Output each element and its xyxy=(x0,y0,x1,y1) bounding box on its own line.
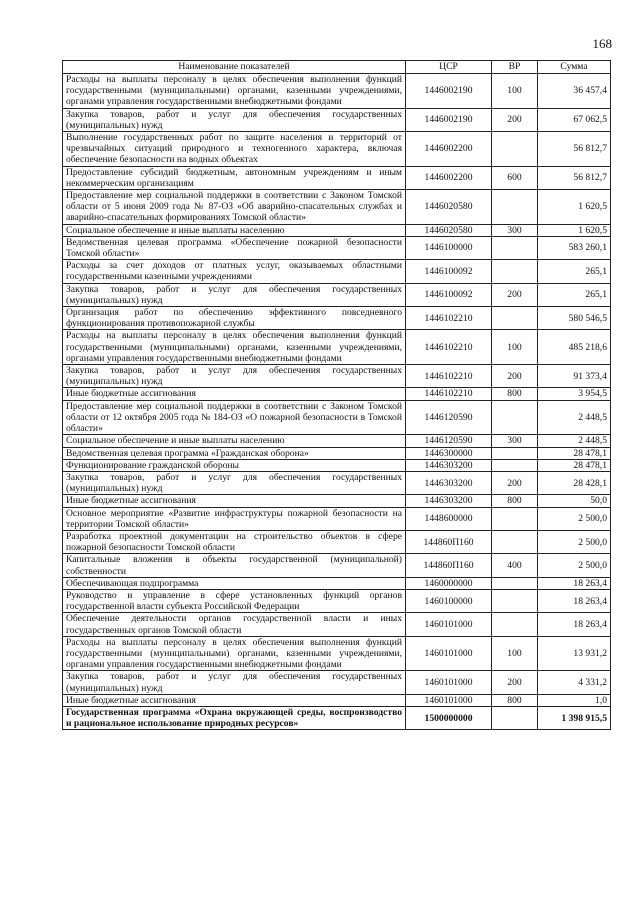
row-code: 1446303200 xyxy=(406,459,492,471)
row-sum: 56 812,7 xyxy=(538,166,611,189)
row-code: 1446002190 xyxy=(406,108,492,131)
row-sum: 1 398 915,5 xyxy=(538,706,611,729)
row-name: Закупка товаров, работ и услуг для обеспечения государственных (муниципальных) нужд xyxy=(63,365,406,388)
row-vr: 300 xyxy=(492,224,538,236)
row-vr xyxy=(492,447,538,459)
row-name: Предоставление мер социальной поддержки в соответствии с Законом Томской области от 5 июня 2009 года № 87-ОЗ «Об аварийно-спасательных службах и аварийно-спасательных формированиях Томской области» xyxy=(63,190,406,225)
row-sum: 67 062,5 xyxy=(538,108,611,131)
row-name: Разработка проектной документации на строительство объектов в сфере пожарной безопасности Томской области xyxy=(63,530,406,553)
table-row xyxy=(63,236,611,259)
table-row xyxy=(63,388,611,400)
table-body xyxy=(63,74,611,730)
page-number: 168 xyxy=(592,36,612,51)
row-sum: 1 620,5 xyxy=(538,190,611,225)
row-name: Социальное обеспечение и иные выплаты населению xyxy=(63,224,406,236)
row-name: Обеспечивающая подпрограмма xyxy=(63,577,406,589)
row-code: 144860П160 xyxy=(406,554,492,577)
row-name: Предоставление субсидий бюджетным, автономным учреждениям и иным некоммерческим организациям xyxy=(63,166,406,189)
row-sum: 4 331,2 xyxy=(538,671,611,694)
row-code: 1446100092 xyxy=(406,283,492,306)
table-row xyxy=(63,495,611,507)
row-vr: 800 xyxy=(492,495,538,507)
row-sum: 91 373,4 xyxy=(538,365,611,388)
table-row xyxy=(63,307,611,330)
row-vr: 600 xyxy=(492,166,538,189)
row-sum: 2 500,0 xyxy=(538,530,611,553)
row-sum: 56 812,7 xyxy=(538,132,611,167)
row-code: 1446002200 xyxy=(406,132,492,167)
table-row xyxy=(63,365,611,388)
table-row xyxy=(63,190,611,225)
row-vr xyxy=(492,459,538,471)
table-row xyxy=(63,694,611,706)
row-name: Закупка товаров, работ и услуг для обеспечения государственных (муниципальных) нужд xyxy=(63,471,406,494)
row-name: Функционирование гражданской обороны xyxy=(63,459,406,471)
table-row xyxy=(63,447,611,459)
row-sum: 28 478,1 xyxy=(538,459,611,471)
budget-table xyxy=(62,60,611,730)
row-code: 1460000000 xyxy=(406,577,492,589)
table-row xyxy=(63,260,611,283)
row-code: 1448600000 xyxy=(406,507,492,530)
row-sum: 2 500,0 xyxy=(538,507,611,530)
row-sum: 265,1 xyxy=(538,283,611,306)
table-row xyxy=(63,330,611,365)
row-code: 1446102210 xyxy=(406,388,492,400)
row-name: Иные бюджетные ассигнования xyxy=(63,495,406,507)
row-name: Организация работ по обеспечению эффективного повседневного функционирования противопожарной службы xyxy=(63,307,406,330)
row-name: Расходы на выплаты персоналу в целях обеспечения выполнения функций государственными (муниципальными) органами, казенными учреждениями, органами управления государственными внебюджетными фондами xyxy=(63,74,406,109)
row-vr: 100 xyxy=(492,636,538,671)
table-row xyxy=(63,530,611,553)
row-vr: 200 xyxy=(492,671,538,694)
row-vr xyxy=(492,589,538,612)
table-row xyxy=(63,507,611,530)
header-vr: ВР xyxy=(492,61,538,74)
row-code: 1446020580 xyxy=(406,190,492,225)
row-vr xyxy=(492,132,538,167)
table-row xyxy=(63,471,611,494)
table-row xyxy=(63,613,611,636)
row-name: Ведомственная целевая программа «Обеспечение пожарной безопасности Томской области» xyxy=(63,236,406,259)
table-row xyxy=(63,671,611,694)
row-code: 1446100000 xyxy=(406,236,492,259)
row-name: Государственная программа «Охрана окружающей среды, воспроизводство и рациональное использование природных ресурсов» xyxy=(63,706,406,729)
row-name: Капитальные вложения в объекты государственной (муниципальной) собственности xyxy=(63,554,406,577)
row-code: 1446120590 xyxy=(406,435,492,447)
row-code: 1460101000 xyxy=(406,694,492,706)
row-name: Иные бюджетные ассигнования xyxy=(63,388,406,400)
row-sum: 2 448,5 xyxy=(538,435,611,447)
row-sum: 18 263,4 xyxy=(538,589,611,612)
row-name: Расходы за счет доходов от платных услуг, оказываемых областными государственными казенными учреждениями xyxy=(63,260,406,283)
row-name: Обеспечение деятельности органов государственной власти и иных государственных органов Томской области xyxy=(63,613,406,636)
row-sum: 485 218,6 xyxy=(538,330,611,365)
row-vr xyxy=(492,507,538,530)
row-name: Выполнение государственных работ по защите населения и территорий от чрезвычайных ситуаций природного и техногенного характера, включая обеспечение безопасности на водных объектах xyxy=(63,132,406,167)
row-vr: 100 xyxy=(492,74,538,109)
row-vr xyxy=(492,307,538,330)
header-sum: Сумма xyxy=(538,61,611,74)
table-row xyxy=(63,132,611,167)
table-row xyxy=(63,577,611,589)
row-name: Расходы на выплаты персоналу в целях обеспечения выполнения функций государственными (муниципальными) органами, казенными учреждениями, органами управления государственными внебюджетными фондами xyxy=(63,636,406,671)
row-sum: 265,1 xyxy=(538,260,611,283)
row-vr xyxy=(492,190,538,225)
row-vr xyxy=(492,236,538,259)
row-sum: 36 457,4 xyxy=(538,74,611,109)
row-vr: 200 xyxy=(492,283,538,306)
row-code: 1500000000 xyxy=(406,706,492,729)
table-row xyxy=(63,589,611,612)
header-code: ЦСР xyxy=(406,61,492,74)
row-code: 1460100000 xyxy=(406,589,492,612)
row-code: 1446120590 xyxy=(406,400,492,435)
row-name: Закупка товаров, работ и услуг для обеспечения государственных (муниципальных) нужд xyxy=(63,283,406,306)
row-vr: 200 xyxy=(492,365,538,388)
row-sum: 18 263,4 xyxy=(538,577,611,589)
row-sum: 28 478,1 xyxy=(538,447,611,459)
row-code: 1446102210 xyxy=(406,307,492,330)
row-code: 1446002190 xyxy=(406,74,492,109)
row-vr: 400 xyxy=(492,554,538,577)
table-header-row xyxy=(63,61,611,74)
header-name: Наименование показателей xyxy=(63,61,406,74)
table-row xyxy=(63,636,611,671)
row-vr: 800 xyxy=(492,694,538,706)
row-code: 1460101000 xyxy=(406,636,492,671)
row-vr xyxy=(492,260,538,283)
row-name: Предоставление мер социальной поддержки в соответствии с Законом Томской области от 12 октября 2005 года № 184-ОЗ «О пожарной безопасности в Томской области» xyxy=(63,400,406,435)
row-sum: 583 260,1 xyxy=(538,236,611,259)
row-vr xyxy=(492,577,538,589)
row-vr: 300 xyxy=(492,435,538,447)
table-row xyxy=(63,554,611,577)
row-code: 1446002200 xyxy=(406,166,492,189)
table-row xyxy=(63,400,611,435)
row-sum: 3 954,5 xyxy=(538,388,611,400)
row-code: 1446303200 xyxy=(406,471,492,494)
row-vr xyxy=(492,706,538,729)
row-sum: 13 931,2 xyxy=(538,636,611,671)
row-name: Закупка товаров, работ и услуг для обеспечения государственных (муниципальных) нужд xyxy=(63,108,406,131)
row-sum: 1,0 xyxy=(538,694,611,706)
table-row xyxy=(63,459,611,471)
row-sum: 580 546,5 xyxy=(538,307,611,330)
row-sum: 28 428,1 xyxy=(538,471,611,494)
row-code: 144860П160 xyxy=(406,530,492,553)
row-code: 1460101000 xyxy=(406,671,492,694)
table-row xyxy=(63,283,611,306)
row-sum: 2 500,0 xyxy=(538,554,611,577)
row-code: 1446020580 xyxy=(406,224,492,236)
row-name: Иные бюджетные ассигнования xyxy=(63,694,406,706)
table-row xyxy=(63,435,611,447)
row-code: 1446300000 xyxy=(406,447,492,459)
row-code: 1446102210 xyxy=(406,330,492,365)
row-name: Ведомственная целевая программа «Гражданская оборона» xyxy=(63,447,406,459)
row-sum: 18 263,4 xyxy=(538,613,611,636)
row-vr: 100 xyxy=(492,330,538,365)
row-vr: 200 xyxy=(492,108,538,131)
row-code: 1460101000 xyxy=(406,613,492,636)
row-sum: 50,0 xyxy=(538,495,611,507)
table-row xyxy=(63,166,611,189)
row-vr xyxy=(492,613,538,636)
table-row xyxy=(63,74,611,109)
row-vr xyxy=(492,400,538,435)
row-name: Основное мероприятие «Развитие инфраструктуры пожарной безопасности на территории Томской области» xyxy=(63,507,406,530)
table-row xyxy=(63,224,611,236)
row-code: 1446100092 xyxy=(406,260,492,283)
row-sum: 2 448,5 xyxy=(538,400,611,435)
row-vr xyxy=(492,530,538,553)
table-row xyxy=(63,108,611,131)
row-name: Закупка товаров, работ и услуг для обеспечения государственных (муниципальных) нужд xyxy=(63,671,406,694)
row-name: Социальное обеспечение и иные выплаты населению xyxy=(63,435,406,447)
row-vr: 200 xyxy=(492,471,538,494)
row-code: 1446102210 xyxy=(406,365,492,388)
row-code: 1446303200 xyxy=(406,495,492,507)
row-sum: 1 620,5 xyxy=(538,224,611,236)
row-vr: 800 xyxy=(492,388,538,400)
table-row xyxy=(63,706,611,729)
row-name: Расходы на выплаты персоналу в целях обеспечения выполнения функций государственными (муниципальными) органами, казенными учреждениями, органами управления государственными внебюджетными фондами xyxy=(63,330,406,365)
row-name: Руководство и управление в сфере установленных функций органов государственной власти субъекта Российской Федерации xyxy=(63,589,406,612)
